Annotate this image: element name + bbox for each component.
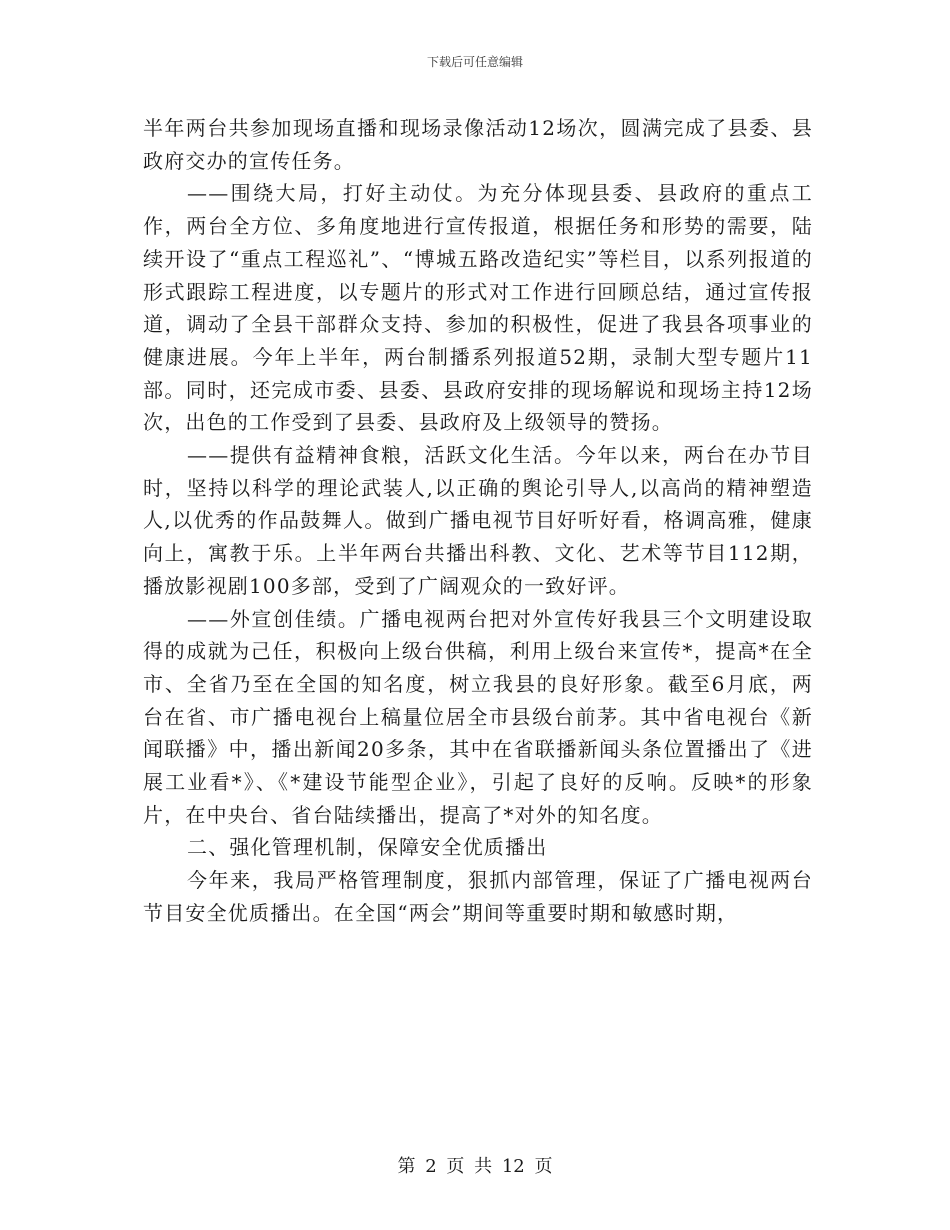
paragraph-management: 今年来，我局严格管理制度，狠抓内部管理，保证了广播电视两台节目安全优质播出。在全国“两会”期间等重要时期和敏感时期， bbox=[143, 868, 813, 925]
paragraph-external-publicity: ——外宣创佳绩。广播电视两台把对外宣传好我县三个文明建设取得的成就为己任，积极向上级台供稿，利用上级台来宣传*，提高*在全市、全省乃至在全国的知名度，树立我县的良好形象。截至6月底，两台在省、市广播电视台上稿量位居全市县级台前茅。其中省电视台《新闻联播》中，播出新闻20多条，其中在省联播新闻头条位置播出了《进展工业看*》、《*建设节能型企业》，引起了良好的反响。反映*的形象片，在中央台、省台陆续播出，提高了*对外的知名度。 bbox=[143, 606, 813, 827]
page-header: 下载后可任意编辑 bbox=[426, 55, 523, 69]
paragraph-overall-situation: ——围绕大局，打好主动仗。为充分体现县委、县政府的重点工作，两台全方位、多角度地进行宣传报道，根据任务和形势的需要，陆续开设了“重点工程巡礼”、“博城五路改造纪实”等栏目，以系列报道的形式跟踪工程进度，以专题片的形式对工作进行回顾总结，通过宣传报道，调动了全县干部群众支持、参加的积极性，促进了我县各项事业的健康进展。今年上半年，两台制播系列报道52期，录制大型专题片11部。同时，还完成市委、县委、县政府安排的现场解说和现场主持12场次，出色的工作受到了县委、县政府及上级领导的赞扬。 bbox=[143, 181, 813, 435]
page-number: 第 2 页 共 12 页 bbox=[397, 1156, 553, 1177]
paragraph-continuation: 半年两台共参加现场直播和现场录像活动12场次，圆满完成了县委、县政府交办的宣传任务。 bbox=[143, 116, 813, 173]
document-body bbox=[143, 112, 813, 930]
paragraph-cultural-life: ——提供有益精神食粮，活跃文化生活。今年以来，两台在办节目时，坚持以科学的理论武装人,以正确的舆论引导人,以高尚的精神塑造人,以优秀的作品鼓舞人。做到广播电视节目好听好看，格调高雅，健康向上，寓教于乐。上半年两台共播出科教、文化、艺术等节目112期，播放影视剧100多部，受到了广阔观众的一致好评。 bbox=[143, 443, 813, 598]
section-heading-management: 二、强化管理机制，保障安全优质播出 bbox=[187, 835, 548, 860]
